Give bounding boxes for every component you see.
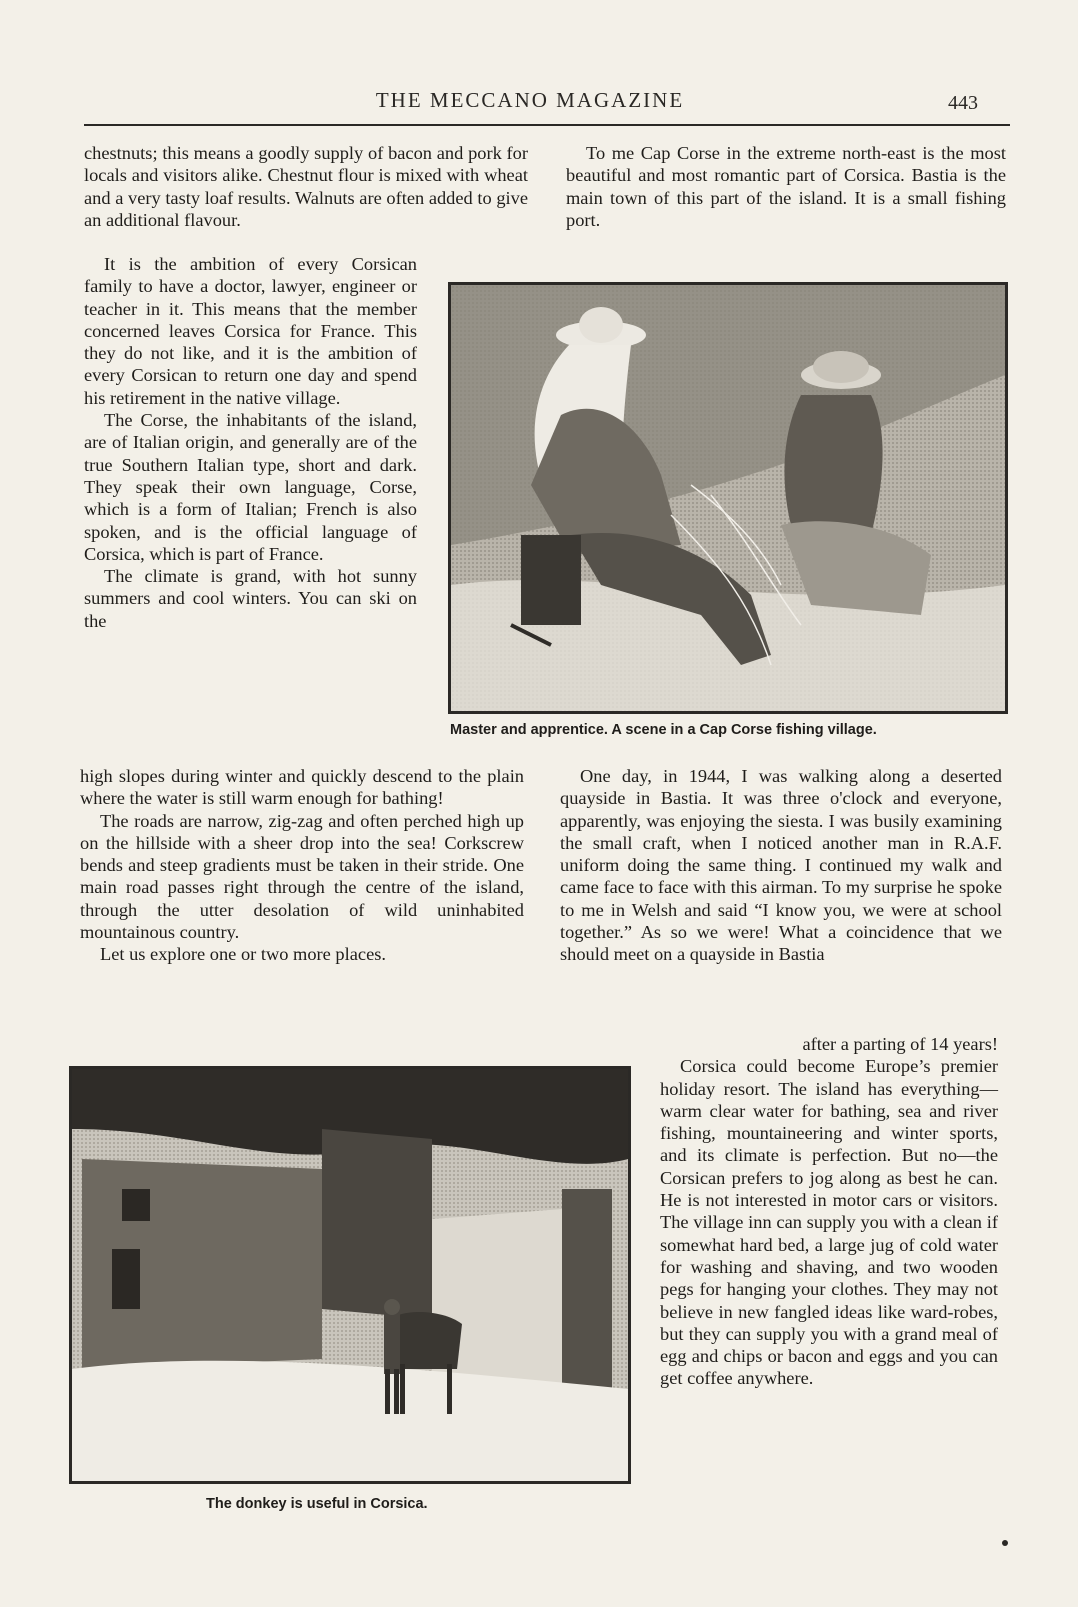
left-column-narrow — [84, 253, 417, 632]
fishing-village-photo — [448, 282, 1008, 714]
paragraph-holiday-resort: Corsica could become Europe’s premier holiday resort. The island has everything—warm clear water for bathing, sea and river fishing, mountaineering and winter sports, and its climate is perfection. But no—the Corsican prefers to jog along as best he can. He is not interested in motor cars or visitors. The village inn can supply you with a clean if somewhat hard bed, a large jug of cold water for washing and shaving, and two wooden pegs for hanging your clothes. They may not believe in new fangled ideas like ward-robes, but they can supply you with a grand meal of egg and chips or bacon and eggs and you can get coffee anywhere. — [660, 1056, 998, 1389]
donkey-photo — [69, 1066, 631, 1484]
magazine-title: THE MECCANO MAGAZINE — [375, 88, 685, 112]
left-column-bottom — [80, 765, 524, 966]
paragraph-quayside-continued: after a parting of 14 years! — [802, 1034, 998, 1054]
paragraph-climate: The climate is grand, with hot sunny summers and cool winters. You can ski on the — [84, 566, 417, 631]
page-dot — [1002, 1540, 1008, 1546]
right-column-middle — [560, 765, 1002, 966]
page-number: 443 — [948, 92, 978, 114]
fishing-photo-caption: Master and apprentice. A scene in a Cap Corse fishing village. — [450, 722, 877, 738]
paragraph-roads: The roads are narrow, zig-zag and often perched high up on the hillside with a sheer drop into the sea! Corkscrew bends and steep gradients must be taken in their stride. One main road passes right through the centre of the island, through the utter desolation of wild uninhabited mountainous country. — [80, 810, 524, 943]
left-column-top — [84, 142, 528, 231]
paragraph-cap-corse: To me Cap Corse in the extreme north-east is the most beautiful and most romantic part of Corsica. Bastia is the main town of this part of the island. It is a small fishing port. — [566, 143, 1006, 230]
paragraph-climate-continued: high slopes during winter and quickly descend to the plain where the water is still warm enough for bathing! — [80, 766, 524, 809]
fishing-photo-illustration — [451, 285, 1005, 711]
donkey-photo-illustration — [72, 1069, 628, 1481]
header-rule — [84, 124, 1010, 126]
paragraph-quayside: One day, in 1944, I was walking along a deserted quayside in Bastia. It was three o'clock and everyone, apparently, was enjoying the siesta. I was busily examining the small craft, when I noticed another man in R.A.F. uniform doing the same thing. I continued my walk and came face to face with this airman. To my surprise he spoke to me in Welsh and said “I know you, we were at school together.” As so we were! What a coincidence that we should meet on a quayside in Bastia — [560, 766, 1002, 965]
paragraph-corse-people: The Corse, the inhabitants of the island, are of Italian origin, and generally are of the true Southern Italian type, short and dark. They speak their own language, Corse, which is a form of Italian; French is also spoken, and is the official language of Corsica, which is part of France. — [84, 410, 417, 564]
paragraph-chestnuts: chestnuts; this means a goodly supply of bacon and pork for locals and visitors alike. Chestnut flour is mixed with wheat and a very tasty loaf results. Walnuts are often added to give an additional flavour. — [84, 143, 528, 230]
donkey-photo-caption: The donkey is useful in Corsica. — [206, 1496, 428, 1512]
paragraph-explore: Let us explore one or two more places. — [100, 944, 386, 965]
paragraph-ambition: It is the ambition of every Corsican family to have a doctor, lawyer, engineer or teacher in it. This means that the member concerned leaves Corsica for France. This they do not like, and it is the ambition of every Corsican to return one day and spend his retirement in the native village. — [84, 254, 417, 408]
right-column-top — [566, 142, 1006, 231]
right-column-narrow — [660, 1033, 998, 1390]
